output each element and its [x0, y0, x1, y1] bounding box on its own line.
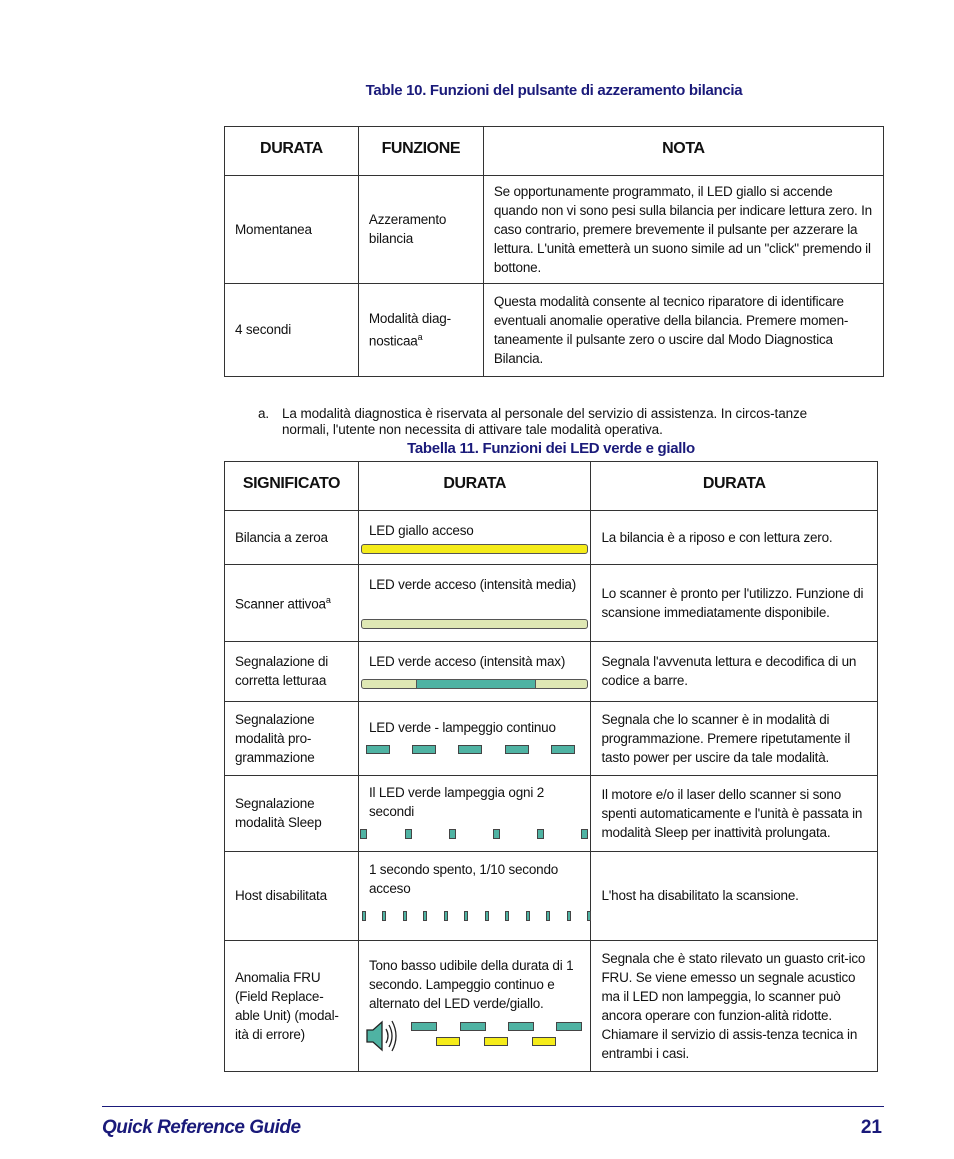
led-pulse-tick	[485, 911, 489, 921]
led-blink-segment	[551, 745, 575, 754]
t11-cell-significato: Host disabilitata	[225, 851, 359, 940]
t11-cell-significato: Anomalia FRU (Field Replace-able Unit) (modal-ità di errore)	[225, 940, 359, 1071]
led-description: Il LED verde lampeggia ogni 2 secondi	[368, 784, 544, 819]
led-blink-segment	[505, 745, 529, 754]
led-pulse-tick	[403, 911, 407, 921]
led-blink-yellow	[532, 1037, 556, 1046]
table-row	[225, 510, 878, 564]
t10-header-funzione: FUNZIONE	[358, 127, 483, 170]
t11-cell-descr: Segnala che è stato rilevato un guasto crit-ico FRU. Se viene emesso un segnale acustico ma il LED non lampeggia, lo scanner può ancora operare con funzion-alità ridotte. Chiamare il servizio di assis-tenza tecnica in entrambi i casi.	[591, 940, 878, 1071]
led-blink-segment	[537, 829, 544, 839]
footnote-ref: a	[325, 595, 331, 606]
t11-cell-led	[358, 940, 591, 1071]
led-blink-segment	[458, 745, 482, 754]
led-description: 1 secondo spento, 1/10 secondo acceso	[368, 861, 559, 896]
led-pulse-tick	[423, 911, 427, 921]
t11-cell-led	[358, 641, 591, 701]
led-pulse-tick	[444, 911, 448, 921]
led-pulse-tick	[526, 911, 530, 921]
led-blink-segment	[360, 829, 367, 839]
t10-cell-durata: Momentanea	[225, 175, 359, 283]
led-pulse-tick	[546, 911, 550, 921]
t11-cell-led	[358, 701, 591, 775]
t11-cell-led	[358, 564, 591, 641]
led-blink-green	[556, 1022, 582, 1031]
led-pulse-tick	[382, 911, 386, 921]
t11-cell-significato	[225, 564, 359, 641]
t11-header-durata: DURATA	[358, 462, 591, 505]
t11-cell-led	[358, 851, 591, 940]
led-pulse-tick	[587, 911, 591, 921]
led-blink-yellow	[436, 1037, 460, 1046]
t11-significato-text: Scanner attivoa	[235, 596, 326, 612]
led-blink-segment	[449, 829, 456, 839]
table11	[224, 461, 878, 1072]
t11-cell-descr: Il motore e/o il laser dello scanner si sono spenti automaticamente e l'unità è passata in modalità Sleep per inattività prolungata.	[591, 775, 878, 851]
table-row	[225, 701, 878, 775]
led-blink-segment	[493, 829, 500, 839]
table-row	[225, 775, 878, 851]
t11-header-significato: SIGNIFICATO	[225, 462, 359, 505]
led-bar-green-max-fill	[416, 679, 536, 689]
table-row	[225, 940, 878, 1071]
table-row	[225, 641, 878, 701]
led-pulse-tick	[464, 911, 468, 921]
t10-cell-funzione	[358, 283, 483, 376]
t11-cell-descr: La bilancia è a riposo e con lettura zero.	[591, 510, 878, 564]
t11-cell-led	[358, 775, 591, 851]
t11-cell-descr: Segnala l'avvenuta lettura e decodifica di un codice a barre.	[591, 641, 878, 701]
t10-funzione-text: Modalità diag-nosticaa	[368, 310, 451, 349]
t10-header-nota: NOTA	[483, 127, 883, 170]
led-blink-green	[460, 1022, 486, 1031]
t11-cell-significato: Segnalazione modalità Sleep	[225, 775, 359, 851]
footnote-text: La modalità diagnostica è riservata al personale del servizio di assistenza. In circos-tanze normali, l'utente non necessita di attivare tale modalità operativa.	[282, 406, 808, 437]
footnote-marker: a.	[258, 406, 270, 421]
led-blink-segment	[366, 745, 390, 754]
led-blink-green	[508, 1022, 534, 1031]
led-bar-green-medium	[361, 619, 589, 629]
page-number: 21	[860, 1117, 882, 1138]
t11-header-durata-2: DURATA	[591, 462, 878, 505]
t10-cell-durata: 4 secondi	[225, 283, 359, 376]
t11-cell-descr: L'host ha disabilitato la scansione.	[591, 851, 878, 940]
led-pulse-tick	[567, 911, 571, 921]
led-description: LED giallo acceso	[368, 522, 474, 538]
led-blink-segment	[405, 829, 412, 839]
t10-cell-funzione: Azzeramento bilancia	[358, 175, 483, 283]
led-blink-yellow	[484, 1037, 508, 1046]
t11-cell-led	[358, 510, 591, 564]
table10-caption: Table 10. Funzioni del pulsante di azzeramento bilancia	[365, 82, 743, 99]
t11-cell-significato: Segnalazione di corretta letturaa	[225, 641, 359, 701]
led-description: Tono basso udibile della durata di 1 secondo. Lampeggio continuo e alternato del LED verde/giallo.	[368, 957, 574, 1011]
led-blink-green	[411, 1022, 437, 1031]
t10-cell-nota: Questa modalità consente al tecnico riparatore di identificare eventuali anomalie operative della bilancia. Premere momen-taneamente il pulsante zero o uscire dal Modo Diagnostica Bilancia.	[483, 283, 883, 376]
led-blink-segment	[581, 829, 588, 839]
table-row	[225, 175, 884, 283]
led-pulse-tick	[505, 911, 509, 921]
footer-divider	[102, 1106, 884, 1107]
t10-header-durata: DURATA	[225, 127, 359, 170]
t11-cell-significato: Bilancia a zeroa	[225, 510, 359, 564]
speaker-icon	[365, 1015, 399, 1057]
led-blink-segment	[412, 745, 436, 754]
table11-caption: Tabella 11. Funzioni dei LED verde e giallo	[407, 440, 695, 457]
led-bar-green-max	[361, 679, 589, 689]
led-pulse-tick	[362, 911, 366, 921]
table-row	[225, 564, 878, 641]
led-description: LED verde acceso (intensità max)	[368, 653, 566, 669]
t11-cell-descr: Segnala che lo scanner è in modalità di programmazione. Premere ripetutamente il tasto power per uscire da tale modalità.	[591, 701, 878, 775]
led-bar-yellow	[361, 544, 589, 554]
t11-cell-descr: Lo scanner è pronto per l'utilizzo. Funzione di scansione immediatamente disponibile.	[591, 564, 878, 641]
table-row	[225, 851, 878, 940]
t11-cell-significato: Segnalazione modalità pro-grammazione	[225, 701, 359, 775]
table-row	[225, 283, 884, 376]
footnote-ref: a	[417, 331, 423, 342]
t10-cell-nota: Se opportunamente programmato, il LED giallo si accende quando non vi sono pesi sulla bilancia per indicare lettura zero. In caso contrario, premere brevemente il pulsante per azzerare la lettura. L'unità emetterà un suono simile ad un "click" premendo il bottone.	[483, 175, 883, 283]
led-description: LED verde - lampeggio continuo	[368, 719, 556, 735]
table10	[224, 126, 884, 377]
led-description: LED verde acceso (intensità media)	[368, 576, 576, 592]
footer-title: Quick Reference Guide	[102, 1117, 301, 1138]
